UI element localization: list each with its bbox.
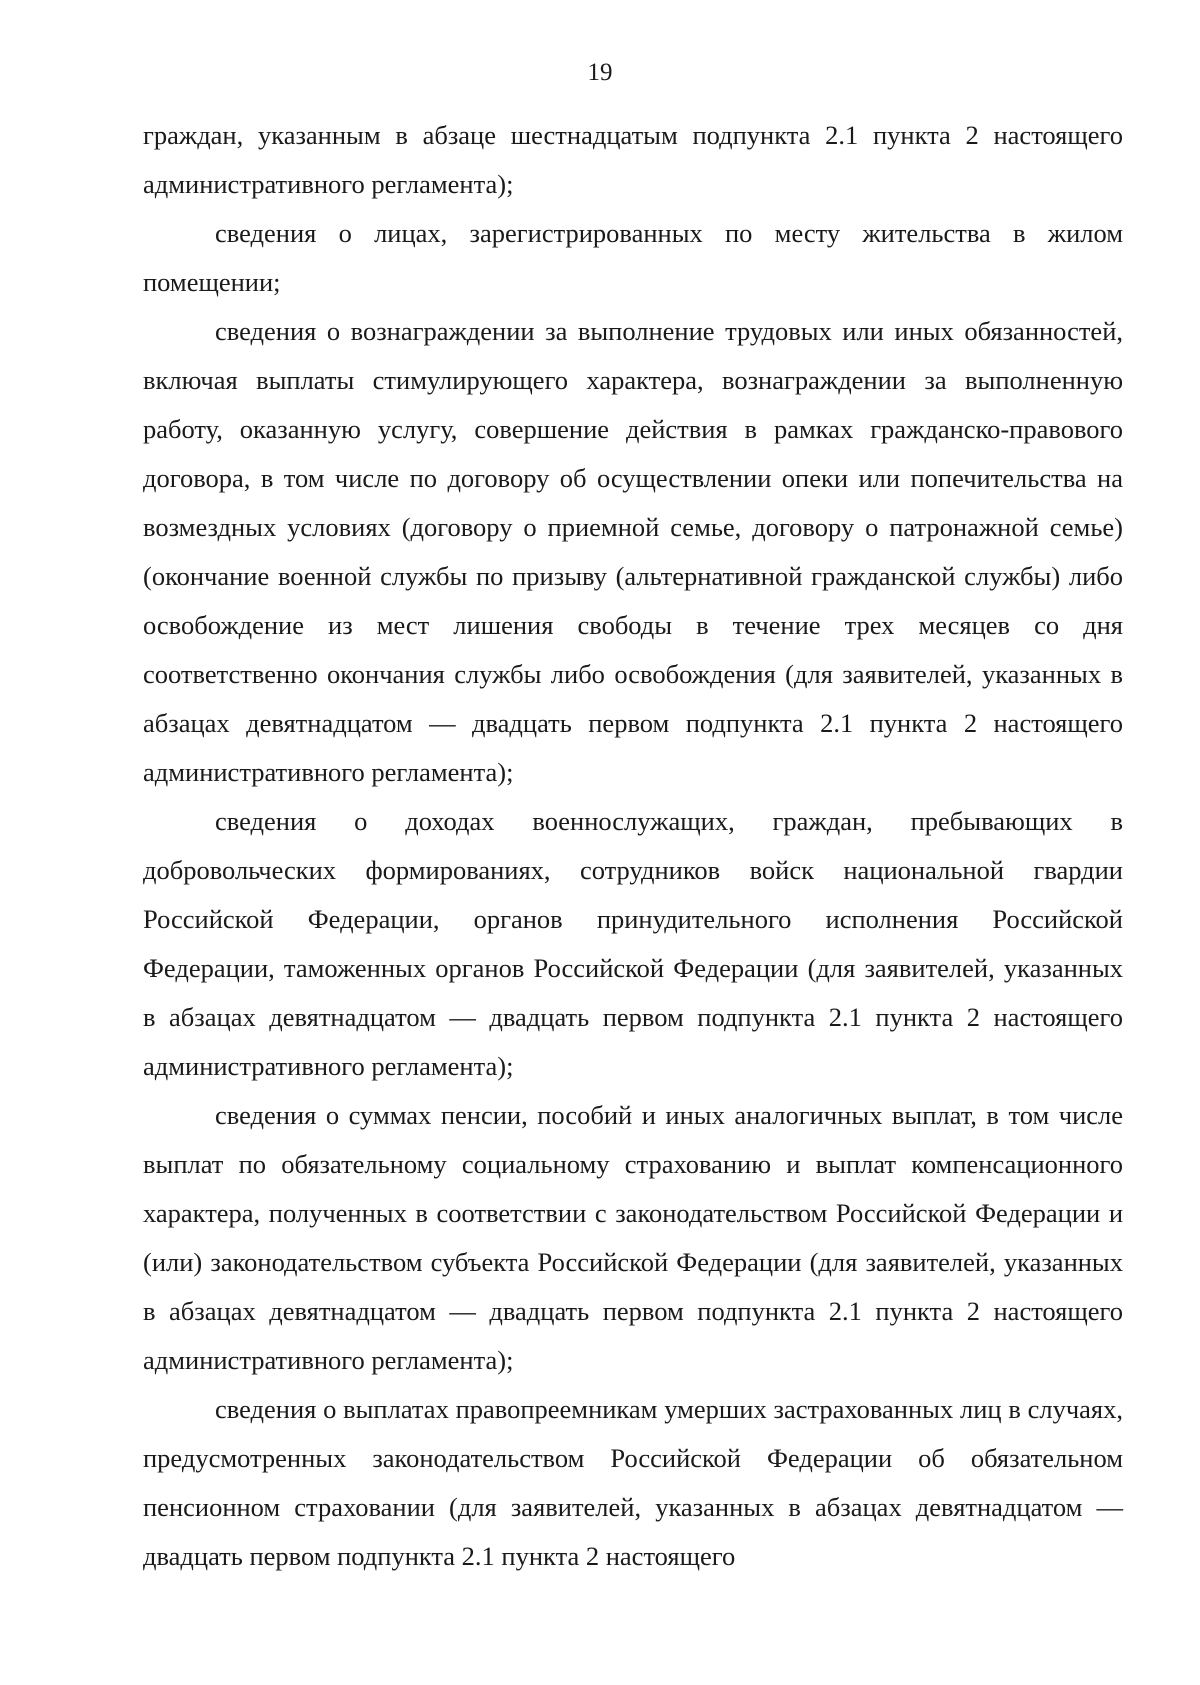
paragraph-3: сведения о вознаграждении за выполнение трудовых или иных обязанностей, включая выплаты стимулирующего характера, вознаграждении за выполненную работу, оказанную услугу, совершение действия в рамках гражданско-правового договора, в том числе по договору об осуществлении опеки или попечительства на возмездных условиях (договору о приемной семье, договору о патронажной семье) (окончание военной службы по призыву (альтернативной гражданской службы) либо освобождение из мест лишения свободы в течение трех месяцев со дня соответственно окончания службы либо освобождения (для заявителей, указанных в абзацах девятнадцатом — двадцать первом подпункта 2.1 пункта 2 настоящего административного регламента); xyxy=(143,316,1123,787)
paragraph-4: сведения о доходах военнослужащих, граждан, пребывающих в добровольческих формированиях, сотрудников войск национальной гвардии Российской Федерации, органов принудительного исполнения Российской Федерации, таможенных органов Российской Федерации (для заявителей, указанных в абзацах девятнадцатом — двадцать первом подпункта 2.1 пункта 2 настоящего административного регламента); xyxy=(143,806,1123,1081)
paragraph-1: граждан, указанным в абзаце шестнадцатым подпункта 2.1 пункта 2 настоящего административного регламента); xyxy=(143,120,1123,199)
paragraph-6: сведения о выплатах правопреемникам умерших застрахованных лиц в случаях, предусмотренных законодательством Российской Федерации об обязательном пенсионном страховании (для заявителей, указанных в абзацах девятнадцатом — двадцать первом подпункта 2.1 пункта 2 настоящего xyxy=(143,1394,1123,1571)
page-number: 19 xyxy=(587,59,613,86)
paragraph-5: сведения о суммах пенсии, пособий и иных аналогичных выплат, в том числе выплат по обязательному социальному страхованию и выплат компенсационного характера, полученных в соответствии с законодательством Российской Федерации и (или) законодательством субъекта Российской Федерации (для заявителей, указанных в абзацах девятнадцатом — двадцать первом подпункта 2.1 пункта 2 настоящего административного регламента); xyxy=(143,1100,1123,1375)
document-body xyxy=(143,111,1123,1581)
paragraph-2: сведения о лицах, зарегистрированных по месту жительства в жилом помещении; xyxy=(143,218,1123,297)
